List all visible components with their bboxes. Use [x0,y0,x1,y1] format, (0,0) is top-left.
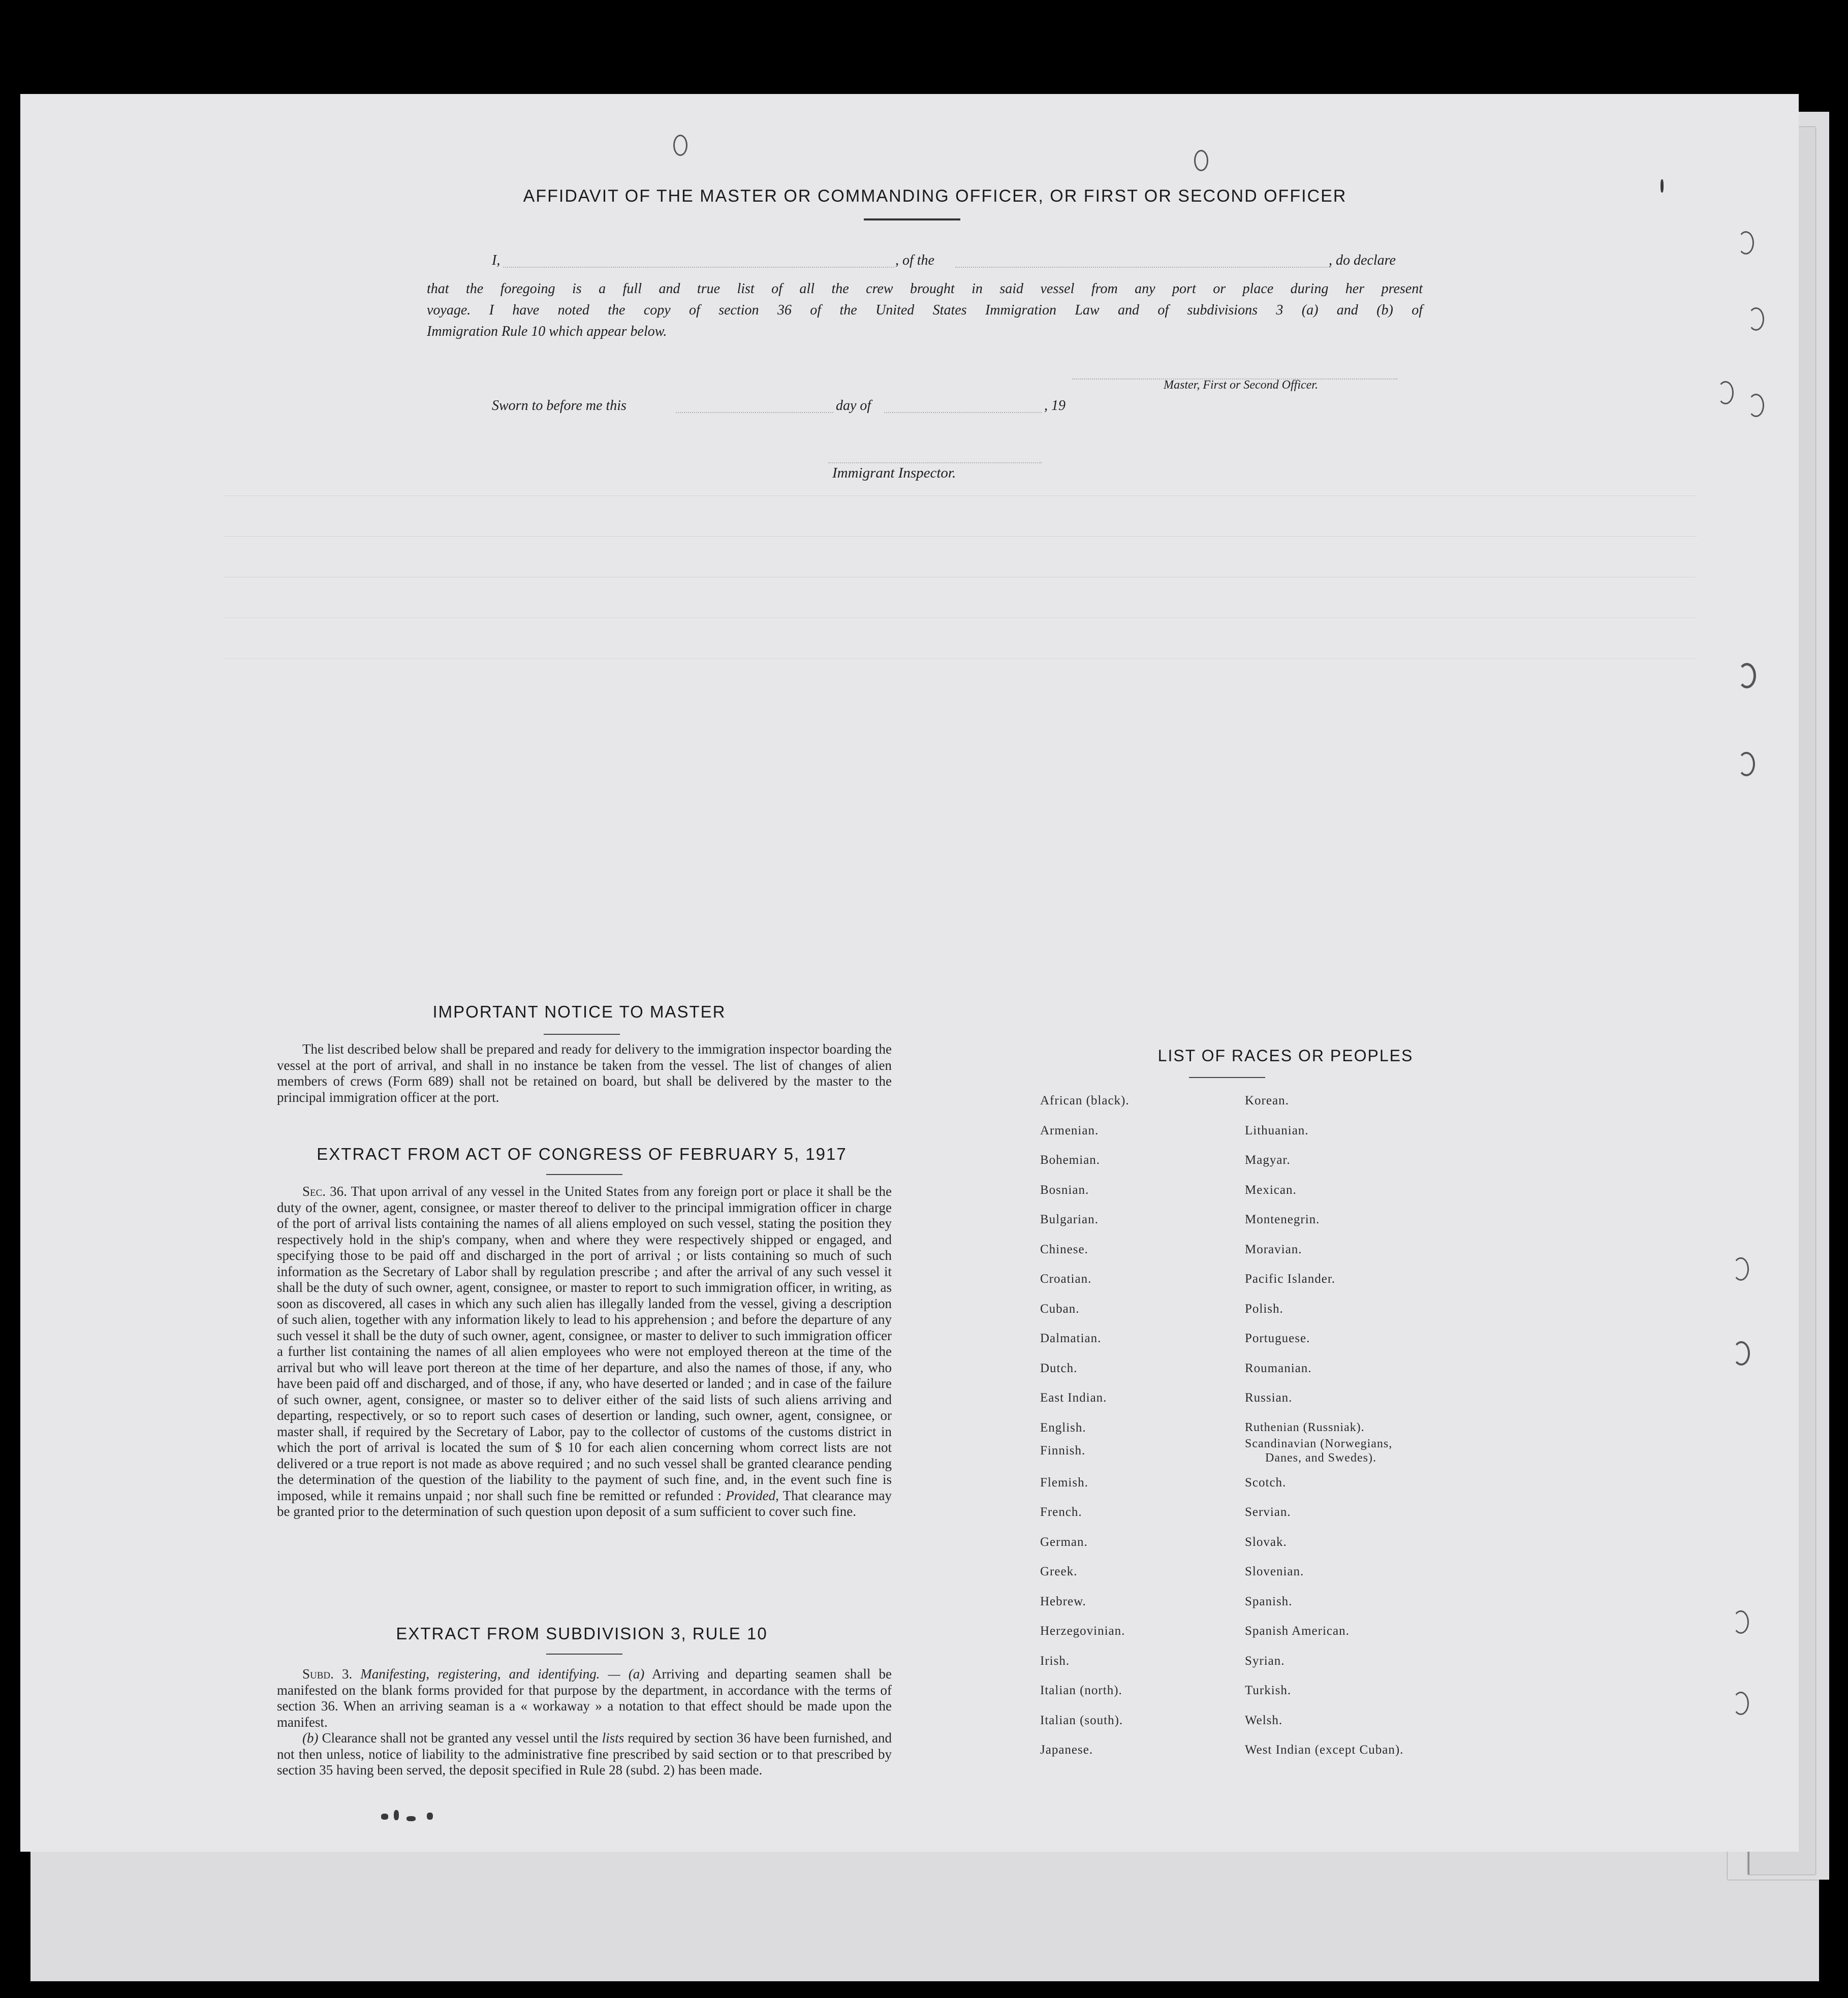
ink-mark [406,1816,416,1821]
race-item: Scandinavian (Norwegians, [1245,1437,1393,1450]
notice-title: IMPORTANT NOTICE TO MASTER [432,1002,726,1021]
bleed-through-texture [224,485,1697,790]
race-item: Turkish. [1245,1684,1292,1698]
race-item: Slovenian. [1245,1565,1304,1579]
races-title: LIST OF RACES OR PEOPLES [1157,1046,1414,1065]
subd-b-lists: lists [602,1730,624,1746]
race-item: Bulgarian. [1040,1213,1099,1226]
extract-act-rule [546,1174,622,1175]
race-item: Chinese. [1040,1242,1088,1256]
binder-hole-icon [1738,663,1756,688]
race-item: Bosnian. [1040,1183,1089,1197]
race-item: West Indian (except Cuban). [1245,1743,1404,1757]
race-item: Syrian. [1245,1654,1285,1668]
notice-body: The list described below shall be prepared and ready for delivery to the immigration inspector boarding the vessel at the port of arrival, and shall in no instance be taken from the vessel. The list of changes of alien members of crews (Form 689) shall not be retained on board, but shall be delivered by the master to the principal immigration officer at the port. [277,1041,892,1105]
ink-mark [394,1810,399,1820]
race-item: Greek. [1040,1565,1078,1579]
affidavit-line: voyage. I have noted the copy of section 36 of the United States Immigration Law and of subdivisions 3 (a) and (b) of [427,302,1423,318]
race-item: Korean. [1245,1094,1289,1107]
provided-label: Provided, [726,1487,779,1503]
race-item: Bohemian. [1040,1153,1101,1167]
ink-mark [427,1813,433,1820]
year-label: , 19 [1044,398,1066,414]
affidavit-line: that the foregoing is a full and true list of all the crew brought in said vessel from any port or place during her present [427,281,1423,297]
race-item: English. [1040,1420,1086,1435]
affidavit-of-the: , of the [895,252,934,268]
binder-hole-icon [673,135,687,156]
race-item: Spanish American. [1245,1624,1350,1638]
race-item: Hebrew. [1040,1594,1086,1608]
binder-hole-icon [1748,394,1764,417]
binder-hole-icon [1738,752,1755,776]
section-label: Sec. 36. [302,1184,347,1199]
race-item: Croatian. [1040,1272,1092,1286]
section-text: That upon arrival of any vessel in the United States from any foreign port or place it shall be the duty of the owner, agent, consignee, or master thereof to deliver to the principal immigration officer in charge of the port of arrival lists containing the names of all aliens employed on such vessel, stating the position they respectively hold in the ship's company, when and where they were respectively shipped or engaged, and specifying those to be paid off and discharged in the port of arrival ; or lists containing so much of such information as the Secretary of Labor shall by regulation prescribe ; and after the arrival of any such vessel it shall be the duty of such owner, agent, consignee, or master to report to such immigration officer, in writing, as soon as discovered, all cases in which any such alien has illegally landed from the vessel, giving a description of such alien, together with any information likely to lead to his apprehension ; and before the departure of any such vessel it shall be the duty of such owner, agent, consignee, or master to deliver to such immigration officer a further list containing the names of all alien employees who were not employed thereon at the time of the arrival but who will leave port thereon at the time of her departure, and also the names of those, if any, who have been paid off and discharged, and of those, if any, who have deserted or landed ; and in case of the failure of such owner, agent, consignee, or master so to deliver either of the said lists of such aliens arriving and departing, respectively, or so to report such cases of desertion or landing, such owner, agent, consignee, or master shall, if required by the Secretary of Labor, pay to the collector of customs of the customs district in which the port of arrival is located the sum of $ 10 for each alien concerning whom correct lists are not delivered or a true report is not made as above required ; and no such vessel shall be granted clearance pending the determination of the question of the liability to the payment of such fine, and, in the event such fine is imposed, while it remains unpaid ; nor shall such fine be remitted or refunded : [277,1184,892,1503]
race-item: Scotch. [1245,1475,1287,1489]
race-item: Russian. [1245,1391,1293,1405]
race-item: Finnish. [1040,1443,1086,1457]
race-item: Slovak. [1245,1535,1287,1549]
extract-rule-title: EXTRACT FROM SUBDIVISION 3, RULE 10 [396,1624,768,1643]
race-item: Danes, and Swedes). [1265,1451,1376,1465]
binder-hole-icon [1194,150,1208,171]
race-item: Servian. [1245,1505,1291,1519]
ink-mark [1661,179,1664,193]
vessel-blank [955,267,1331,268]
extract-act-title: EXTRACT FROM ACT OF CONGRESS OF FEBRUARY 5, 1917 [317,1145,847,1163]
form-page [20,94,1799,1852]
extract-rule-rule [546,1654,622,1655]
subd-b-label: (b) [302,1730,319,1746]
sworn-label: Sworn to before me this [492,398,627,414]
race-item: Flemish. [1040,1475,1088,1489]
race-item: Lithuanian. [1245,1123,1309,1137]
race-item: Moravian. [1245,1242,1302,1256]
affidavit-do-declare: , do declare [1329,252,1396,268]
race-item: Dalmatian. [1040,1331,1102,1345]
extract-act-body [277,1184,892,1520]
master-signature-label: Master, First or Second Officer. [1164,378,1318,392]
subd-label: Subd. 3. [302,1666,353,1682]
race-item: Spanish. [1245,1594,1293,1608]
race-item: Pacific Islander. [1245,1272,1336,1286]
races-rule [1189,1077,1265,1078]
day-of-label: day of [836,398,871,414]
race-item: Welsh. [1245,1713,1283,1727]
binder-hole-icon [1733,1257,1749,1281]
inspector-signature-blank [828,462,1042,463]
race-item: Armenian. [1040,1123,1099,1137]
ink-mark [381,1814,388,1820]
race-item: Mexican. [1245,1183,1297,1197]
race-item: Ruthenian (Russniak). [1245,1420,1365,1434]
affidavit-line: Immigration Rule 10 which appear below. [427,324,667,339]
affidavit-i-label: I, [492,252,500,268]
race-item: Italian (south). [1040,1713,1123,1727]
subd-b-text-end: required by section 36 have been furnished, and not then unless, notice of liability to the administrative fine prescribed by said section or to that prescribed by section 35 having been served, the deposit specified in Rule 28 (subd. 2) has been made. [277,1730,892,1778]
race-item: Italian (north). [1040,1684,1122,1698]
race-item: Irish. [1040,1654,1070,1668]
race-item: Portuguese. [1245,1331,1310,1345]
race-item: Polish. [1245,1302,1283,1316]
subd-b-text: Clearance shall not be granted any vessel until the [322,1730,599,1746]
race-item: Roumanian. [1245,1361,1312,1375]
inspector-label: Immigrant Inspector. [832,465,956,481]
subd-heading: Manifesting, registering, and identifying. — (a) [360,1666,645,1682]
day-blank [676,412,833,413]
binder-hole-icon [1738,231,1754,255]
race-item: Herzegovinian. [1040,1624,1125,1638]
binder-hole-icon [1748,307,1764,331]
race-item: East Indian. [1040,1391,1107,1405]
race-item: Magyar. [1245,1153,1291,1167]
race-item: Montenegrin. [1245,1213,1320,1226]
binder-hole-icon [1717,381,1734,404]
race-item: German. [1040,1535,1088,1549]
subd-a-text: Arriving and departing seamen shall be manifested on the blank forms provided for that purpose by the department, in accordance with the terms of section 36. When an arriving seaman is a « workaway » a notation to that effect should be made upon the manifest. [277,1666,892,1730]
name-blank [503,267,894,268]
binder-hole-icon [1733,1610,1749,1634]
title-rule [864,218,960,220]
extract-rule-body [277,1666,892,1779]
notice-rule [544,1034,620,1035]
race-item: French. [1040,1505,1082,1519]
race-item: Cuban. [1040,1302,1080,1316]
binder-hole-icon [1733,1341,1750,1366]
affidavit-title: AFFIDAVIT OF THE MASTER OR COMMANDING OFFICER, OR FIRST OR SECOND OFFICER [523,186,1347,206]
binder-hole-icon [1733,1692,1749,1715]
race-item: Dutch. [1040,1361,1078,1375]
month-blank [884,412,1042,413]
race-item: Japanese. [1040,1743,1093,1757]
underlying-sheet [30,1849,1819,1981]
race-item: African (black). [1040,1094,1130,1107]
section-text-end: That clearance may be granted prior to the determination of such question upon deposit of a sum sufficient to cover such fine. [277,1487,892,1519]
affidavit-body [427,278,1423,342]
